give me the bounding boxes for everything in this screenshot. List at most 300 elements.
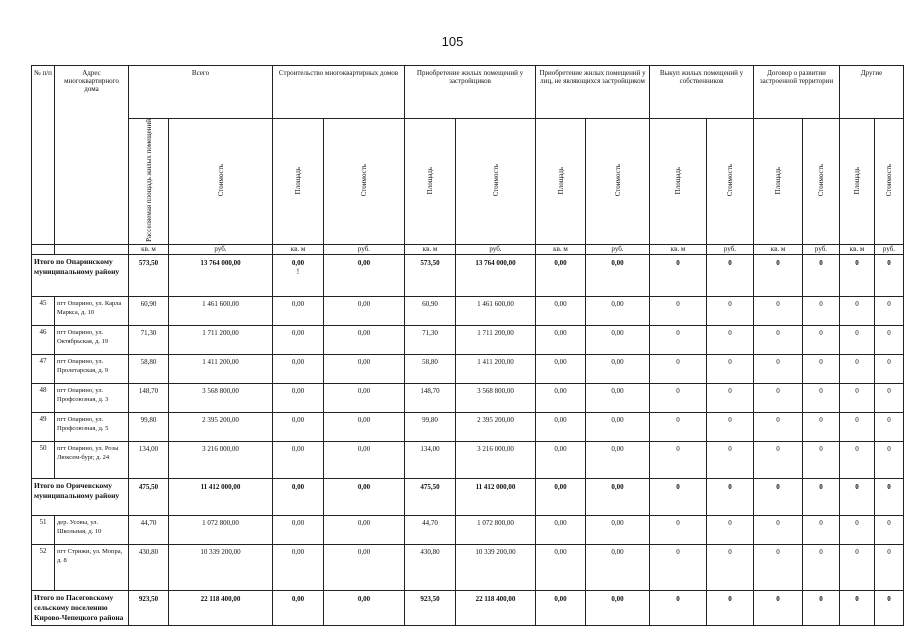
value-cell: [840, 296, 875, 325]
value-text: 1 411 200,00: [202, 357, 239, 366]
value-text: 44,70: [140, 518, 157, 527]
row-index: 50: [32, 441, 55, 478]
value-text: 13 764 000,00: [200, 258, 241, 267]
value-text: 0: [855, 444, 859, 453]
value-cell: [650, 412, 707, 441]
value-cell: [405, 478, 456, 515]
value-text: 0,00: [291, 386, 305, 395]
sub-header-label: Площадь: [294, 166, 302, 195]
value-cell: [405, 383, 456, 412]
value-cell: [875, 296, 904, 325]
row-address: пгт Опарино, ул. Пролетарская, д. 9: [55, 354, 129, 383]
row-address: пгт Опарино, ул. Карла Маркса, д. 10: [55, 296, 129, 325]
value-cell: [129, 515, 169, 544]
value-text: 58,80: [422, 357, 438, 366]
value-text: 0,00: [554, 518, 567, 527]
value-cell: [803, 325, 840, 354]
value-cell: [405, 544, 456, 590]
value-cell: [273, 412, 324, 441]
total-row: [32, 590, 904, 625]
value-text: 0: [887, 594, 891, 603]
value-cell: [650, 515, 707, 544]
value-cell: [803, 590, 840, 625]
value-cell: [456, 544, 536, 590]
row-index: 48: [32, 383, 55, 412]
value-text: 0: [728, 594, 732, 603]
value-text: 0: [776, 415, 780, 424]
value-text: 0,00: [357, 482, 371, 491]
value-text: 0: [819, 357, 823, 366]
value-cell: [650, 590, 707, 625]
value-text: 0: [855, 594, 859, 603]
value-cell: [840, 254, 875, 296]
sub-header-cell: [273, 119, 324, 245]
value-cell: [754, 478, 803, 515]
sub-header-cell: [875, 119, 904, 245]
value-text: 148,70: [420, 386, 440, 395]
value-text: 1 461 600,00: [477, 299, 514, 308]
value-cell: [754, 590, 803, 625]
value-cell: [875, 254, 904, 296]
value-text: 0: [776, 258, 780, 267]
value-cell: [405, 325, 456, 354]
value-cell: [129, 590, 169, 625]
value-text: 3 216 000,00: [202, 444, 239, 453]
value-cell: [169, 441, 273, 478]
unit-cell: руб.: [803, 244, 840, 254]
value-text: 3 216 000,00: [477, 444, 514, 453]
value-text: 0,00: [291, 299, 305, 308]
unit-cell: кв. м: [536, 244, 586, 254]
value-text: 0: [887, 547, 891, 556]
total-label: Итого по Оричевскому муниципальному району: [32, 478, 129, 515]
row-index: 49: [32, 412, 55, 441]
unit-cell: руб.: [169, 244, 273, 254]
value-cell: [536, 478, 586, 515]
row-index: 46: [32, 325, 55, 354]
sub-header-label: Расселяемая площадь жилых помещений: [144, 119, 153, 242]
value-text: 0: [728, 415, 732, 424]
row-index: 47: [32, 354, 55, 383]
unit-cell: руб.: [324, 244, 405, 254]
value-cell: [707, 412, 754, 441]
sub-header-label: Площадь: [774, 166, 782, 195]
value-cell: [273, 354, 324, 383]
value-cell: [840, 515, 875, 544]
value-text: 0: [819, 415, 823, 424]
table-row: [32, 412, 904, 441]
value-text: 0: [728, 357, 732, 366]
value-text: 0,00: [611, 386, 624, 395]
value-cell: [456, 441, 536, 478]
total-label: Итого по Опаринскому муниципальному району: [32, 254, 129, 296]
value-cell: [650, 254, 707, 296]
value-text: 0: [676, 299, 680, 308]
value-cell: [456, 354, 536, 383]
value-text: 0: [728, 299, 732, 308]
unit-cell: кв. м: [129, 244, 169, 254]
value-text: 475,50: [138, 482, 159, 491]
value-text: 0: [855, 415, 859, 424]
value-cell: [456, 515, 536, 544]
value-cell: [840, 544, 875, 590]
value-text: 0: [819, 444, 823, 453]
unit-cell: руб.: [586, 244, 650, 254]
sub-header-label: Площадь: [426, 166, 434, 195]
group-header-purchase-non-developers: Приобретение жилых помещений у лиц, не являющихся застройщиком: [536, 66, 650, 119]
value-text: 0: [676, 357, 680, 366]
value-text: 1 072 800,00: [477, 518, 514, 527]
sub-header-cell: [324, 119, 405, 245]
value-text: 0,00: [611, 547, 624, 556]
value-text: 0,00: [291, 444, 305, 453]
value-cell: [273, 478, 324, 515]
value-cell: [803, 383, 840, 412]
value-text: 1 072 800,00: [202, 518, 239, 527]
value-cell: [405, 254, 456, 296]
value-cell: [324, 383, 405, 412]
value-cell: [586, 296, 650, 325]
row-address: пгт Опарино, ул. Розы Люксем-бург, д. 24: [55, 441, 129, 478]
total-row: [32, 478, 904, 515]
value-text: 0,00: [357, 357, 371, 366]
value-text: 2 395 200,00: [202, 415, 239, 424]
value-cell: [536, 383, 586, 412]
value-text: 1 411 200,00: [477, 357, 514, 366]
value-cell: [169, 515, 273, 544]
value-text: 0: [887, 415, 891, 424]
row-address: пгт Стрижи, ул. Мопра, д. 8: [55, 544, 129, 590]
value-cell: [586, 441, 650, 478]
value-cell: [129, 544, 169, 590]
value-text: 0,00: [554, 547, 567, 556]
value-cell: [803, 478, 840, 515]
value-text: 0,00: [554, 482, 567, 491]
value-text: 0: [676, 444, 680, 453]
value-text: 0: [887, 444, 891, 453]
value-text: 0,00: [357, 444, 371, 453]
value-cell: [324, 412, 405, 441]
value-text: 0,00: [554, 357, 567, 366]
value-text: 430,80: [420, 547, 440, 556]
value-cell: [273, 325, 324, 354]
value-text: 10 339 200,00: [475, 547, 516, 556]
col-header-idx: № п/п: [32, 66, 55, 245]
value-text: 0: [676, 258, 680, 267]
table-row: [32, 515, 904, 544]
value-text: 134,00: [420, 444, 440, 453]
value-text: 22 118 400,00: [200, 594, 241, 603]
sub-header-cell: [456, 119, 536, 245]
value-cell: [129, 296, 169, 325]
value-cell: [754, 254, 803, 296]
sub-header-label: Стоимость: [817, 164, 825, 197]
value-cell: [586, 254, 650, 296]
value-cell: [536, 441, 586, 478]
resettlement-table: [31, 65, 904, 626]
value-text: 0: [728, 328, 732, 337]
value-text: 10 339 200,00: [200, 547, 241, 556]
value-cell: [536, 412, 586, 441]
value-text: 44,70: [422, 518, 438, 527]
value-text: 0: [887, 328, 891, 337]
value-cell: [169, 590, 273, 625]
value-text: 71,30: [140, 328, 157, 337]
value-cell: [456, 383, 536, 412]
value-cell: [650, 478, 707, 515]
value-text: 99,80: [422, 415, 438, 424]
value-text: 0: [728, 258, 732, 267]
group-header-purchase-developers: Приобретение жилых помещений у застройщиков: [405, 66, 536, 119]
value-cell: [324, 515, 405, 544]
value-text: 3 568 800,00: [477, 386, 514, 395]
value-cell: [536, 296, 586, 325]
value-cell: [405, 515, 456, 544]
value-cell: [707, 544, 754, 590]
row-address: дер. Усовы, ул. Школьная, д. 10: [55, 515, 129, 544]
sub-header-cell: [586, 119, 650, 245]
value-cell: [707, 254, 754, 296]
value-cell: [707, 296, 754, 325]
value-text: 0,00: [291, 258, 305, 267]
value-text: 0: [887, 482, 891, 491]
value-cell: [273, 544, 324, 590]
value-text: 0: [776, 444, 780, 453]
value-text: 0: [776, 357, 780, 366]
group-header-development-agreement: Договор о развитии застроенной территории: [754, 66, 840, 119]
value-cell: [324, 441, 405, 478]
row-index: 45: [32, 296, 55, 325]
value-text: 0: [776, 547, 780, 556]
value-cell: [324, 478, 405, 515]
value-cell: [456, 325, 536, 354]
value-cell: [324, 354, 405, 383]
value-cell: [840, 478, 875, 515]
value-text: 0,00: [554, 444, 567, 453]
value-cell: [586, 325, 650, 354]
value-text: 0: [887, 386, 891, 395]
value-text: 0,00: [554, 299, 567, 308]
value-text: 0,00: [611, 357, 624, 366]
value-text: 0: [855, 547, 859, 556]
value-text: 0,00: [357, 518, 371, 527]
sub-header-cell: [840, 119, 875, 245]
value-text: 0: [676, 328, 680, 337]
value-cell: [536, 325, 586, 354]
value-cell: [875, 412, 904, 441]
value-cell: [273, 441, 324, 478]
value-text: 923,50: [138, 594, 159, 603]
unit-cell: руб.: [875, 244, 904, 254]
value-cell: [129, 325, 169, 354]
value-text: 0: [776, 482, 780, 491]
value-cell: [840, 325, 875, 354]
value-cell: [707, 383, 754, 412]
margin-mark: !: [296, 266, 300, 276]
sub-header-cell: [803, 119, 840, 245]
value-text: 0: [676, 594, 680, 603]
sub-header-cell: [754, 119, 803, 245]
value-text: 0: [855, 258, 859, 267]
value-cell: [707, 325, 754, 354]
value-cell: [586, 544, 650, 590]
group-header-total: Всего: [129, 66, 273, 119]
sub-header-label: Площадь: [853, 166, 861, 195]
value-text: 0,00: [357, 299, 371, 308]
value-text: 22 118 400,00: [475, 594, 516, 603]
value-text: 0: [776, 518, 780, 527]
value-cell: [707, 354, 754, 383]
table-row: [32, 325, 904, 354]
value-cell: [405, 441, 456, 478]
value-cell: [875, 325, 904, 354]
value-cell: [754, 412, 803, 441]
value-cell: [536, 590, 586, 625]
sub-header-label: Стоимость: [613, 164, 622, 197]
value-cell: [586, 590, 650, 625]
sub-header-cell: [707, 119, 754, 245]
value-cell: [169, 325, 273, 354]
value-text: 0,00: [611, 328, 624, 337]
value-cell: [707, 441, 754, 478]
value-text: 0,00: [291, 482, 305, 491]
sub-header-cell: [650, 119, 707, 245]
value-cell: [840, 590, 875, 625]
unit-cell: кв. м: [840, 244, 875, 254]
value-cell: [586, 478, 650, 515]
value-cell: [169, 544, 273, 590]
value-cell: [875, 544, 904, 590]
value-text: 60,90: [422, 299, 438, 308]
value-text: 0,00: [357, 594, 371, 603]
value-cell: [707, 515, 754, 544]
value-text: 0: [887, 518, 891, 527]
value-text: 573,50: [420, 258, 440, 267]
value-text: 0: [776, 386, 780, 395]
sub-header-label: Стоимость: [360, 164, 368, 197]
value-cell: [586, 515, 650, 544]
value-cell: [650, 296, 707, 325]
value-cell: [707, 590, 754, 625]
value-cell: [875, 383, 904, 412]
value-cell: [324, 544, 405, 590]
value-text: 0: [676, 386, 680, 395]
value-cell: [456, 590, 536, 625]
value-cell: [803, 354, 840, 383]
table-row: [32, 354, 904, 383]
sub-header-cell: [129, 119, 169, 245]
value-text: 0,00: [554, 594, 567, 603]
value-cell: [803, 544, 840, 590]
value-cell: [169, 383, 273, 412]
value-cell: [456, 254, 536, 296]
value-text: 0,00: [291, 357, 305, 366]
value-cell: [803, 441, 840, 478]
value-cell: [754, 325, 803, 354]
value-text: 0,00: [611, 444, 624, 453]
total-row: [32, 254, 904, 296]
value-text: 0: [855, 299, 859, 308]
value-text: 0,00: [357, 415, 371, 424]
value-text: 0,00: [611, 258, 624, 267]
row-address: пгт Опарино, ул. Профсоюзная, д. 3: [55, 383, 129, 412]
value-cell: [169, 412, 273, 441]
sub-header-label: Стоимость: [726, 164, 734, 197]
value-cell: [875, 515, 904, 544]
value-cell: [169, 354, 273, 383]
value-text: 0: [676, 482, 680, 491]
value-text: 0: [728, 386, 732, 395]
value-cell: [650, 441, 707, 478]
value-text: 0,00: [611, 415, 624, 424]
value-text: 0,00: [554, 258, 567, 267]
value-text: 1 711 200,00: [202, 328, 239, 337]
value-cell: [405, 590, 456, 625]
value-text: 923,50: [420, 594, 440, 603]
sub-header-cell: [405, 119, 456, 245]
value-cell: [456, 412, 536, 441]
value-cell: [754, 441, 803, 478]
unit-cell: кв. м: [754, 244, 803, 254]
value-cell: [875, 478, 904, 515]
value-text: 0: [887, 357, 891, 366]
value-text: 99,80: [140, 415, 157, 424]
value-cell: [586, 354, 650, 383]
value-cell: [536, 515, 586, 544]
value-cell: [754, 296, 803, 325]
value-cell: [803, 515, 840, 544]
value-text: 430,80: [138, 547, 159, 556]
value-text: 0: [819, 328, 823, 337]
value-text: 0: [819, 299, 823, 308]
sub-header-cell: [169, 119, 273, 245]
value-text: 58,80: [140, 357, 157, 366]
units-spacer: [55, 244, 129, 254]
table-row: [32, 383, 904, 412]
table-row: [32, 544, 904, 590]
value-cell: [650, 325, 707, 354]
value-cell: [273, 296, 324, 325]
value-text: 0: [855, 386, 859, 395]
value-text: 0,00: [357, 258, 371, 267]
sub-header-label: Стоимость: [885, 164, 893, 197]
value-text: 148,70: [138, 386, 159, 395]
value-text: 0: [728, 482, 732, 491]
value-text: 0: [819, 518, 823, 527]
value-cell: [650, 354, 707, 383]
value-cell: [754, 515, 803, 544]
value-cell: [875, 590, 904, 625]
value-cell: [169, 478, 273, 515]
unit-cell: кв. м: [273, 244, 324, 254]
value-text: 1 711 200,00: [477, 328, 514, 337]
value-text: 0: [819, 594, 823, 603]
value-text: 0,00: [357, 547, 371, 556]
sub-header-label: Стоимость: [491, 164, 500, 197]
units-spacer: [32, 244, 55, 254]
value-text: 0,00: [291, 415, 305, 424]
value-cell: [586, 383, 650, 412]
value-cell: [456, 296, 536, 325]
value-text: 13 764 000,00: [475, 258, 516, 267]
value-cell: [875, 354, 904, 383]
value-text: 0: [728, 444, 732, 453]
value-cell: [129, 412, 169, 441]
value-cell: [840, 412, 875, 441]
value-cell: [875, 441, 904, 478]
value-text: 0: [676, 547, 680, 556]
value-text: 11 412 000,00: [200, 482, 241, 491]
